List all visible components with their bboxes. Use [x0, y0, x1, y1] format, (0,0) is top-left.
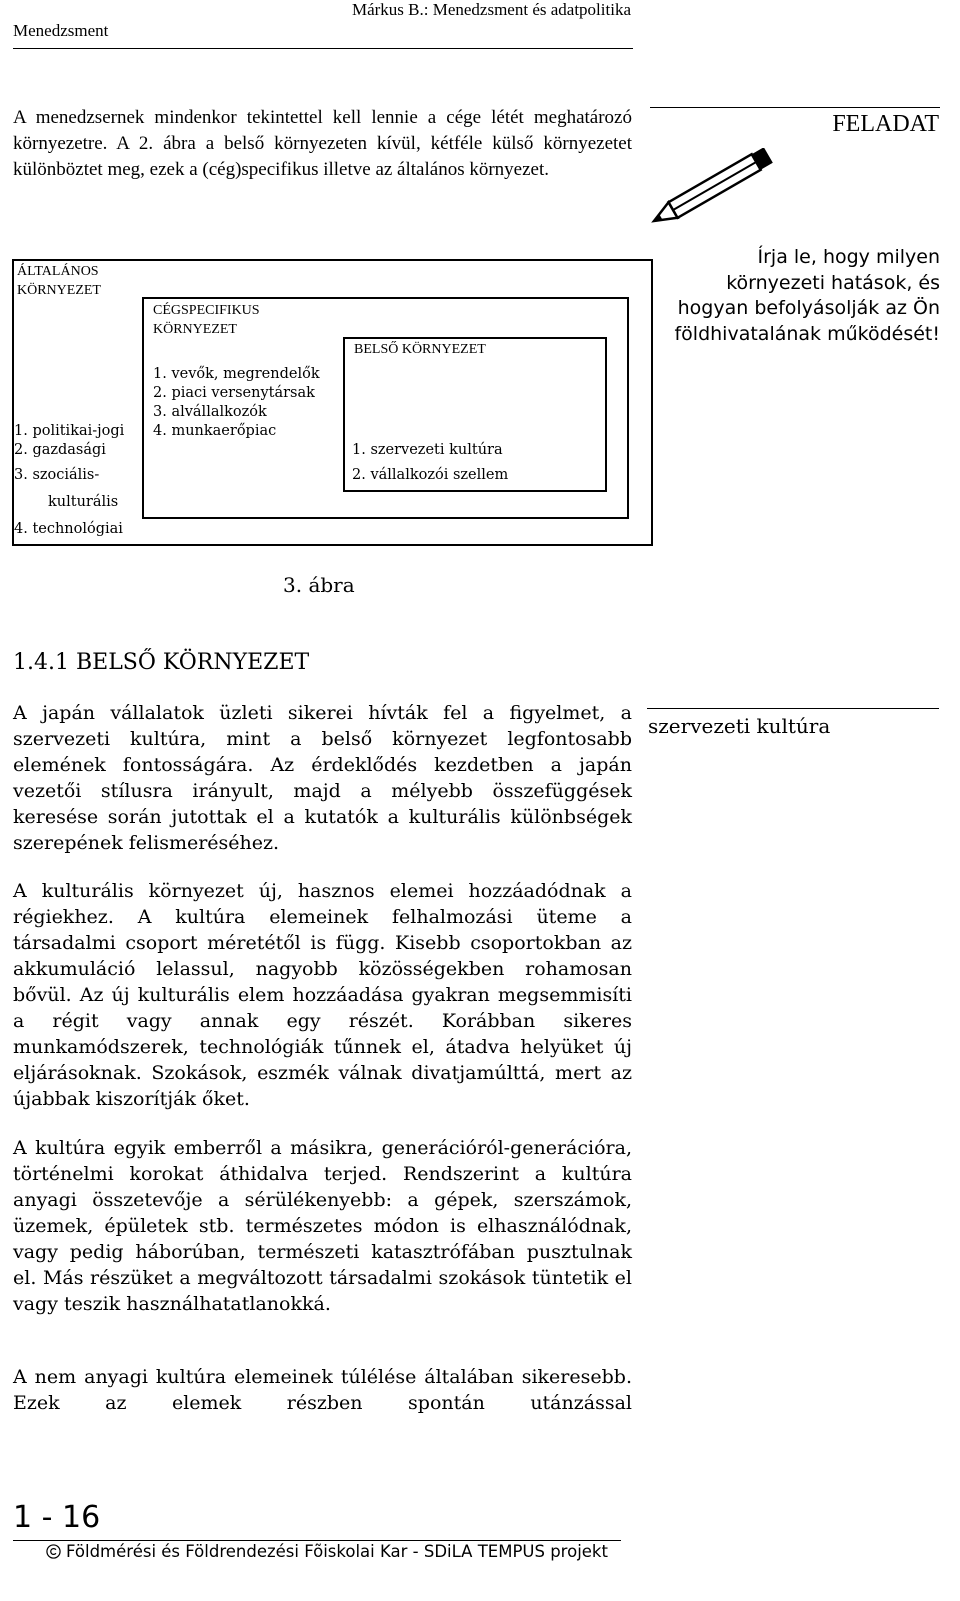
general-item: 3. szociális-: [14, 467, 100, 483]
specific-item: 4. munkaerőpiac: [153, 423, 277, 439]
internal-item: 2. vállalkozói szellem: [352, 467, 509, 483]
page-number: 1 - 16: [13, 1500, 101, 1535]
body-paragraph: A kulturális környezet új, hasznos elemei hozzáadódnak a régiekhez. A kultúra elemeinek felhalmozási üteme a társadalmi csoport méretétől is függ. Kisebb csoportokban az akkumuláció lelassul, nagyobb közösségekben rohamosan bővül. Az új kulturális elem hozzáadása gyakran megsemmisíti a régit vagy annak egy részét. Korábban sikeres munkamódszerek, technológiák tűnnek el, átadva helyüket új eljárásoknak. Szokások, eszmék válnak divatjamúlttá, mert az újabbak kiszorítják őket.: [13, 880, 632, 1110]
side-note-divider: [647, 708, 939, 709]
task-divider: [650, 107, 940, 108]
task-label: FELADAT: [832, 111, 939, 137]
intro-paragraph: A menedzsernek mindenkor tekintettel kell lennie a cége létét meghatározó környezetre. A 2. ábra a belső környezeten kívül, kétféle külső környezetet különböztet meg, ezek a (cég)specifikus illetve az általános környezet.: [13, 107, 632, 180]
general-title-line2: KÖRNYEZET: [17, 283, 101, 298]
header-divider: [13, 48, 633, 49]
pencil-icon: [648, 148, 774, 228]
side-note: szervezeti kultúra: [648, 714, 831, 738]
task-text: Írja le, hogy milyen környezeti hatások, és hogyan befolyásolják az Ön földhivatalának működését!: [674, 246, 940, 345]
specific-title-line1: CÉGSPECIFIKUS: [153, 303, 260, 318]
specific-title-line2: KÖRNYEZET: [153, 322, 237, 337]
internal-title: BELSŐ KÖRNYEZET: [354, 342, 486, 357]
specific-item: 1. vevők, megrendelők: [153, 366, 320, 382]
specific-item: 3. alvállalkozók: [153, 404, 267, 420]
section-heading: 1.4.1 BELSŐ KÖRNYEZET: [13, 650, 310, 675]
specific-item: 2. piaci versenytársak: [153, 385, 315, 401]
body-paragraph: A kultúra egyik emberről a másikra, generációról-generációra, történelmi korokat áthidalva terjed. Rendszerint a kultúra anyagi összetevője a sérülékenyebb: a gépek, szerszámok, üzemek, épületek stb. természetes módon is elhasználódnak, vagy pedig háborúban, természeti katasztrófában pusztulnak el. Más részüket a megváltozott társadalmi szokások tüntetik el vagy teszik használhatatlanokká.: [13, 1137, 632, 1315]
footer-divider: [13, 1540, 621, 1541]
general-title-line1: ÁLTALÁNOS: [17, 264, 99, 279]
general-item: 2. gazdasági: [14, 442, 106, 458]
general-item: kulturális: [48, 494, 119, 510]
header-right: Márkus B.: Menedzsment és adatpolitika: [351, 0, 631, 19]
copyright-icon: [46, 1544, 61, 1559]
figure-caption: 3. ábra: [283, 573, 355, 597]
internal-item: 1. szervezeti kultúra: [352, 442, 503, 458]
header-left: Menedzsment: [13, 21, 109, 40]
general-item: 1. politikai-jogi: [14, 423, 125, 439]
body-paragraph: A japán vállalatok üzleti sikerei hívták fel a figyelmet, a szervezeti kultúra, mint a belső környezet legfontosabb elemének fontosságára. Az érdeklődés kezdetben a japán vezetői stílusra irányult, majd a mélyebb összefüggések keresése során jutottak el a kutatók a kulturális különbségek szerepének felismeréséhez.: [13, 702, 632, 854]
body-paragraph: A nem anyagi kultúra elemeinek túlélése általában sikeresebb. Ezek az elemek részben spontán utánzással: [13, 1366, 632, 1414]
general-item: 4. technológiai: [14, 521, 123, 537]
footer-text: Földmérési és Földrendezési Fõiskolai Kar - SDiLA TEMPUS projekt: [66, 1542, 608, 1561]
